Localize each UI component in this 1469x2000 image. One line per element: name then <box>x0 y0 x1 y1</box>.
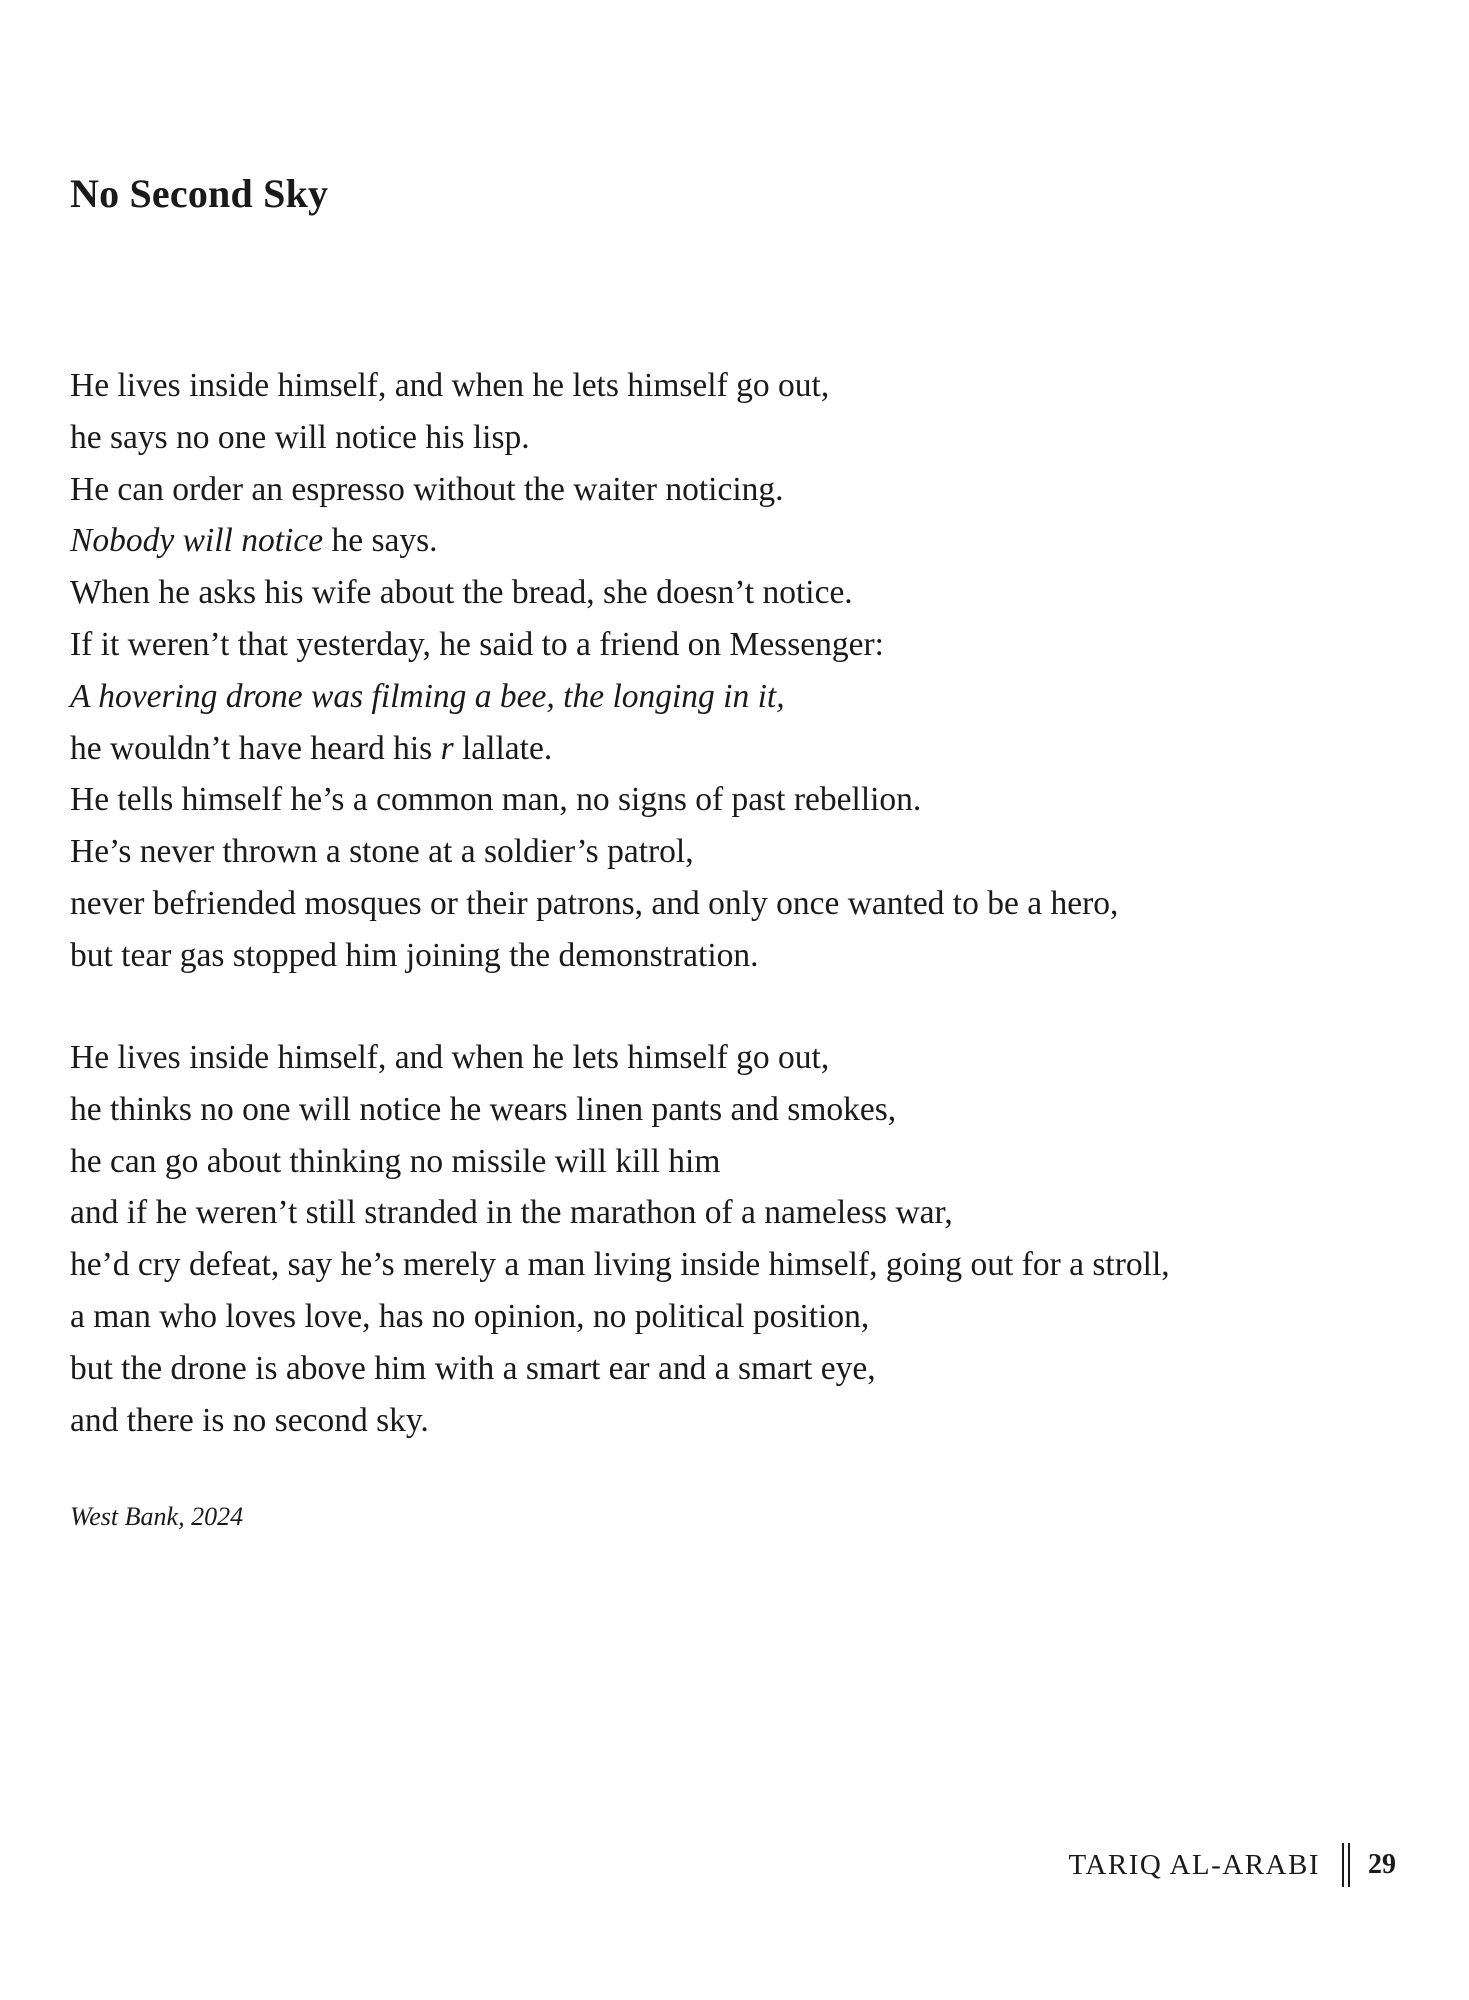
line-text: he says. <box>323 522 438 560</box>
author-name: TARIQ AL-ARABI <box>1068 1848 1320 1881</box>
double-bar-divider <box>1342 1843 1350 1887</box>
italic-letter: r <box>440 729 454 767</box>
poem-line: never befriended mosques or their patrons, and only once wanted to be a hero, <box>70 884 1119 922</box>
poem-line: but the drone is above him with a smart ear and a smart eye, <box>70 1349 876 1387</box>
poem-line: he can go about thinking no missile will kill him <box>70 1142 721 1180</box>
poem-line: If it weren’t that yesterday, he said to a friend on Messenger: <box>70 625 884 663</box>
poem-line: and there is no second sky. <box>70 1401 429 1439</box>
poem-line-italic: A hovering drone was filming a bee, the longing in it, <box>70 677 785 715</box>
poem-title: No Second Sky <box>70 171 329 216</box>
stanza-2 <box>70 1032 1170 1446</box>
line-text: he wouldn’t have heard his <box>70 729 441 767</box>
poem-line: he’d cry defeat, say he’s merely a man living inside himself, going out for a stroll, <box>70 1246 1170 1284</box>
poem-line: He lives inside himself, and when he lets himself go out, <box>70 1039 830 1076</box>
stanza-1 <box>70 360 1118 982</box>
poem-line: When he asks his wife about the bread, she doesn’t notice. <box>70 574 853 612</box>
poem-line: He’s never thrown a stone at a soldier’s patrol, <box>70 833 694 871</box>
poem-line: He lives inside himself, and when he lets himself go out, <box>70 367 830 404</box>
line-text: lallate. <box>453 729 553 767</box>
poem-line: He can order an espresso without the waiter noticing. <box>70 470 784 508</box>
poem-line: he thinks no one will notice he wears linen pants and smokes, <box>70 1090 897 1128</box>
italic-phrase: Nobody will notice <box>70 522 324 560</box>
page-number: 29 <box>1368 1849 1396 1880</box>
poem-line <box>70 723 1118 775</box>
poem-dateline: West Bank, 2024 <box>70 1502 244 1531</box>
poem-line: but tear gas stopped him joining the demonstration. <box>70 936 759 974</box>
poem-line: and if he weren’t still stranded in the marathon of a nameless war, <box>70 1194 953 1232</box>
page-footer <box>1069 1843 1396 1887</box>
poem-line: He tells himself he’s a common man, no signs of past rebellion. <box>70 781 922 819</box>
poem-line: he says no one will notice his lisp. <box>70 418 530 456</box>
poem-line: a man who loves love, has no opinion, no political position, <box>70 1297 870 1335</box>
poem-line <box>70 515 1118 567</box>
